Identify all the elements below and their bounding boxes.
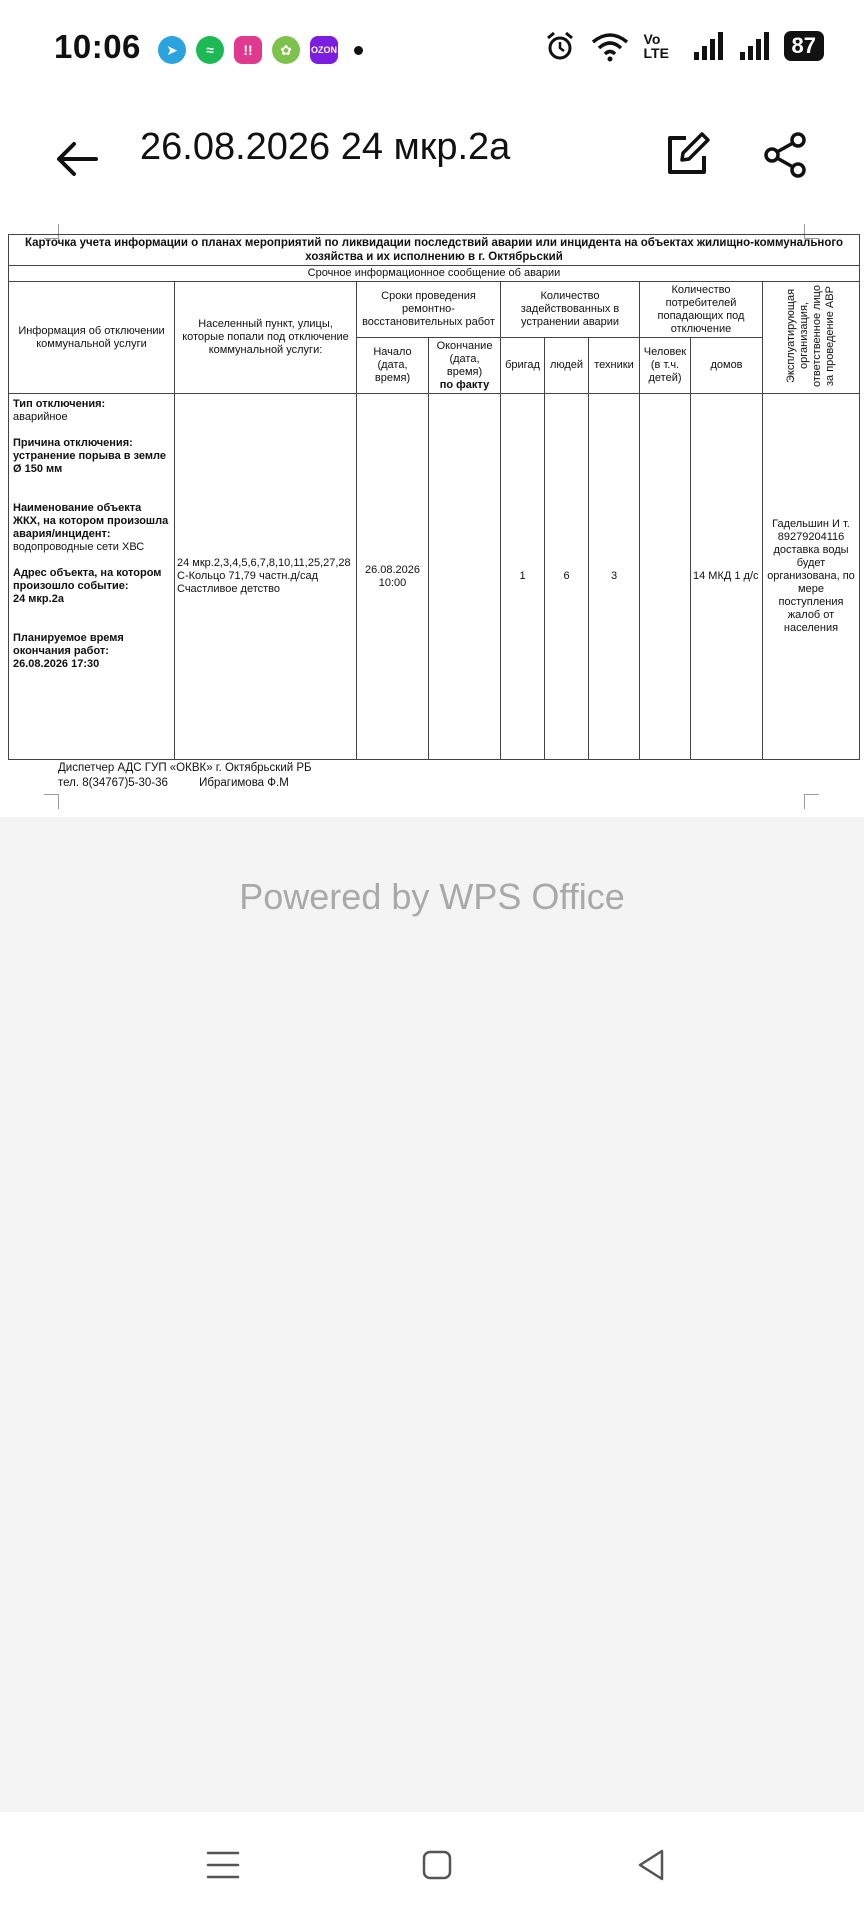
back-arrow-icon[interactable] <box>52 134 102 184</box>
card-subtitle: Срочное информационное сообщение об аварии <box>9 266 860 282</box>
planned-value: 26.08.2026 17:30 <box>13 658 100 670</box>
operator-cell: Гадельшин И т. 89279204116 доставка воды будет организована, по мере поступления жалоб от населения <box>763 394 860 760</box>
cause-value: Ø 150 мм <box>13 463 63 475</box>
header-start: Начало (дата, время) <box>357 338 429 394</box>
accident-card-table <box>8 234 860 760</box>
notification-icons <box>158 36 363 64</box>
status-bar <box>0 0 864 100</box>
messenger-icon: ≈ <box>196 36 224 64</box>
object-label: Наименование объекта ЖКХ, на котором произошла авария/инцидент: <box>13 502 169 540</box>
ozon-icon: OZON <box>310 36 338 64</box>
signal-icon-2 <box>738 30 770 62</box>
persons-cell <box>640 394 691 760</box>
equipment-cell: 3 <box>589 394 640 760</box>
telegram-icon: ➤ <box>158 36 186 64</box>
outage-type-label: Тип отключения: <box>13 398 106 410</box>
address-label: Адрес объекта, на котором произошло событие: <box>13 567 162 592</box>
home-icon[interactable] <box>412 1840 462 1890</box>
card-title: Карточка учета информации о планах мероприятий по ликвидации последствий аварии или инцидента на объектах жилищно-коммунального хозяйства и их исполнению в г. Октябрьский <box>9 235 860 266</box>
header-operator <box>763 282 860 394</box>
signal-icon <box>692 30 724 62</box>
footer-phone: тел. 8(34767)5-30-36 <box>58 777 168 789</box>
alarm-icon <box>544 30 576 62</box>
header-end-fact: по факту <box>439 378 490 391</box>
header-end <box>429 338 501 394</box>
planned-label: Планируемое время окончания работ: <box>13 632 124 657</box>
outage-type-value: аварийное <box>13 411 68 423</box>
settlement-cell: 24 мкр.2,3,4,5,6,7,8,10,11,25,27,28 С-Кольцо 71,79 частн.д/сад Счастливое детство <box>175 394 357 760</box>
header-equipment: техники <box>589 338 640 394</box>
system-nav-bar <box>0 1812 864 1920</box>
edit-icon[interactable] <box>662 130 712 180</box>
cause-label: Причина отключения: устранение порыва в земле <box>13 437 167 462</box>
header-terms: Сроки проведения ремонтно-восстановительных работ <box>357 282 501 338</box>
green-app-icon: ✿ <box>272 36 300 64</box>
battery-indicator: 87 <box>784 31 824 61</box>
crop-mark <box>804 794 819 809</box>
header-settlement: Населенный пункт, улицы, которые попали под отключение коммунальной услуги: <box>175 282 357 394</box>
people-cell: 6 <box>545 394 589 760</box>
menu-icon[interactable] <box>198 1840 248 1890</box>
wildberries-icon: !! <box>234 36 262 64</box>
wifi-icon <box>590 30 630 62</box>
footer-dispatcher: Диспетчер АДС ГУП «ОКВК» г. Октябрьский РБ <box>58 762 312 774</box>
start-cell: 26.08.2026 10:00 <box>357 394 429 760</box>
brigades-cell: 1 <box>501 394 545 760</box>
outage-info-cell <box>9 394 175 760</box>
houses-cell: 14 МКД 1 д/с <box>691 394 763 760</box>
document-footer <box>58 761 312 791</box>
header-operator-text: Эксплуатирующая организация, ответственное лицо за проведение АВР <box>785 284 836 387</box>
object-value: водопроводные сети ХВС <box>13 541 145 553</box>
header-brigades: бригад <box>501 338 545 394</box>
footer-contact-line <box>58 776 312 791</box>
header-resources: Количество задействованных в устранении аварии <box>501 282 640 338</box>
header-end-label: Окончание (дата, время) <box>436 339 493 378</box>
footer-signer: Ибрагимова Ф.М <box>199 777 289 789</box>
share-icon[interactable] <box>760 130 810 180</box>
powered-by-label: Powered by WPS Office <box>239 876 625 917</box>
document-page[interactable] <box>0 220 864 817</box>
header-info: Информация об отключении коммунальной услуги <box>9 282 175 394</box>
status-time: 10:06 <box>54 28 141 65</box>
crop-mark <box>44 794 59 809</box>
header-people: людей <box>545 338 589 394</box>
address-value: 24 мкр.2а <box>13 593 64 605</box>
document-title: 26.08.2026 24 мкр.2а <box>140 126 511 168</box>
more-notifications-dot <box>354 46 363 55</box>
end-cell <box>429 394 501 760</box>
app-toolbar <box>0 100 864 220</box>
header-consumers: Количество потребителей попадающих под отключение <box>640 282 763 338</box>
system-indicators <box>544 30 824 62</box>
volte-label: Vo LTE <box>643 31 669 61</box>
back-nav-icon[interactable] <box>626 1840 676 1890</box>
header-persons: Человек (в т.ч. детей) <box>640 338 691 394</box>
header-houses: домов <box>691 338 763 394</box>
